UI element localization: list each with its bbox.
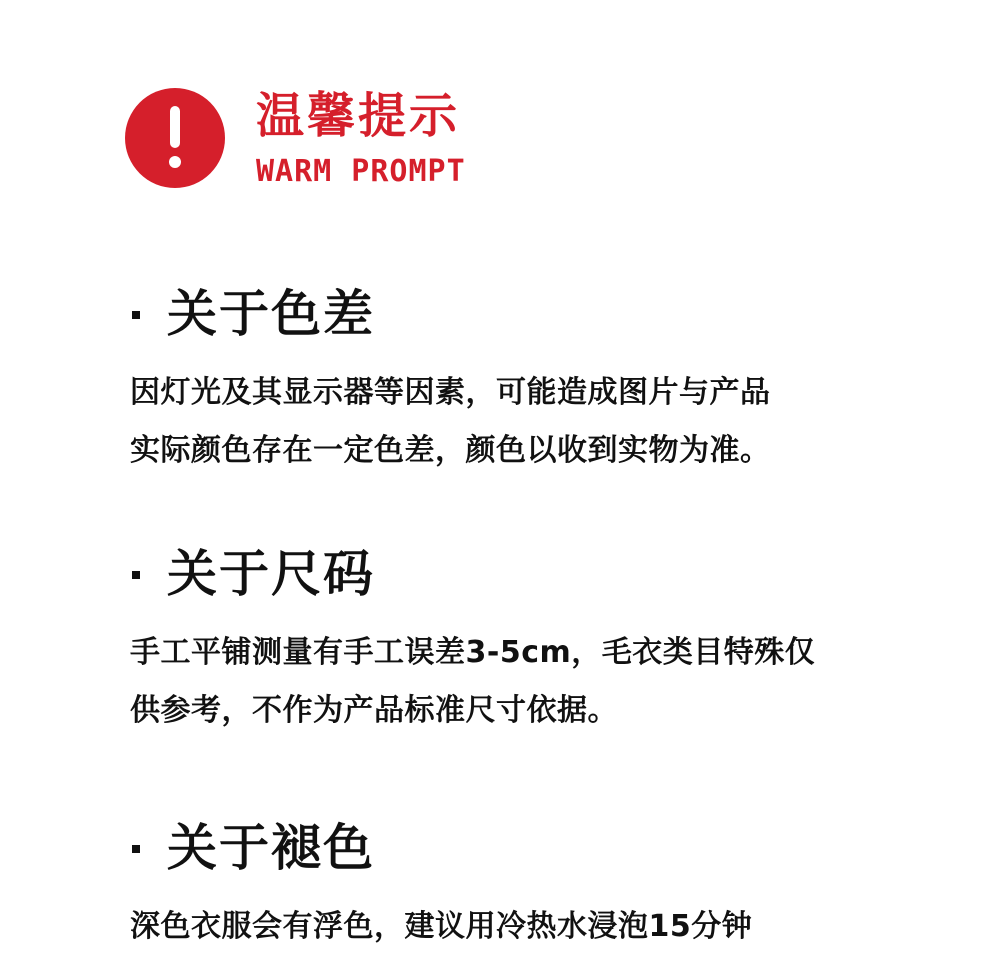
section-fading	[130, 816, 890, 956]
body-line: 供参考，不作为产品标准尺寸依据。	[130, 693, 618, 728]
header-subtitle: WARM PROMPT	[256, 154, 466, 189]
section-body	[130, 624, 890, 740]
exclamation-icon	[125, 88, 225, 188]
header-title: 温馨提示	[256, 88, 461, 144]
section-title: 关于褪色	[167, 819, 375, 877]
warm-prompt-header	[125, 88, 545, 193]
section-color-difference	[130, 282, 890, 480]
section-body	[130, 364, 890, 480]
bullet-icon	[132, 311, 140, 319]
bullet-icon	[132, 571, 140, 579]
body-line: 实际颜色存在一定色差，颜色以收到实物为准。	[130, 433, 771, 468]
section-heading	[130, 816, 890, 880]
body-line: 深色衣服会有浮色，建议用冷热水浸泡15分钟	[130, 909, 753, 944]
body-line: 因灯光及其显示器等因素，可能造成图片与产品	[130, 375, 771, 410]
section-title: 关于色差	[167, 285, 375, 343]
exclamation-dot	[169, 156, 181, 168]
body-line: 手工平铺测量有手工误差3-5cm，毛衣类目特殊仅	[130, 635, 816, 670]
section-body	[130, 898, 890, 956]
exclamation-bar	[170, 106, 180, 148]
section-title: 关于尺码	[167, 545, 375, 603]
bullet-icon	[132, 845, 140, 853]
section-heading	[130, 282, 890, 346]
section-heading	[130, 542, 890, 606]
section-size	[130, 542, 890, 740]
